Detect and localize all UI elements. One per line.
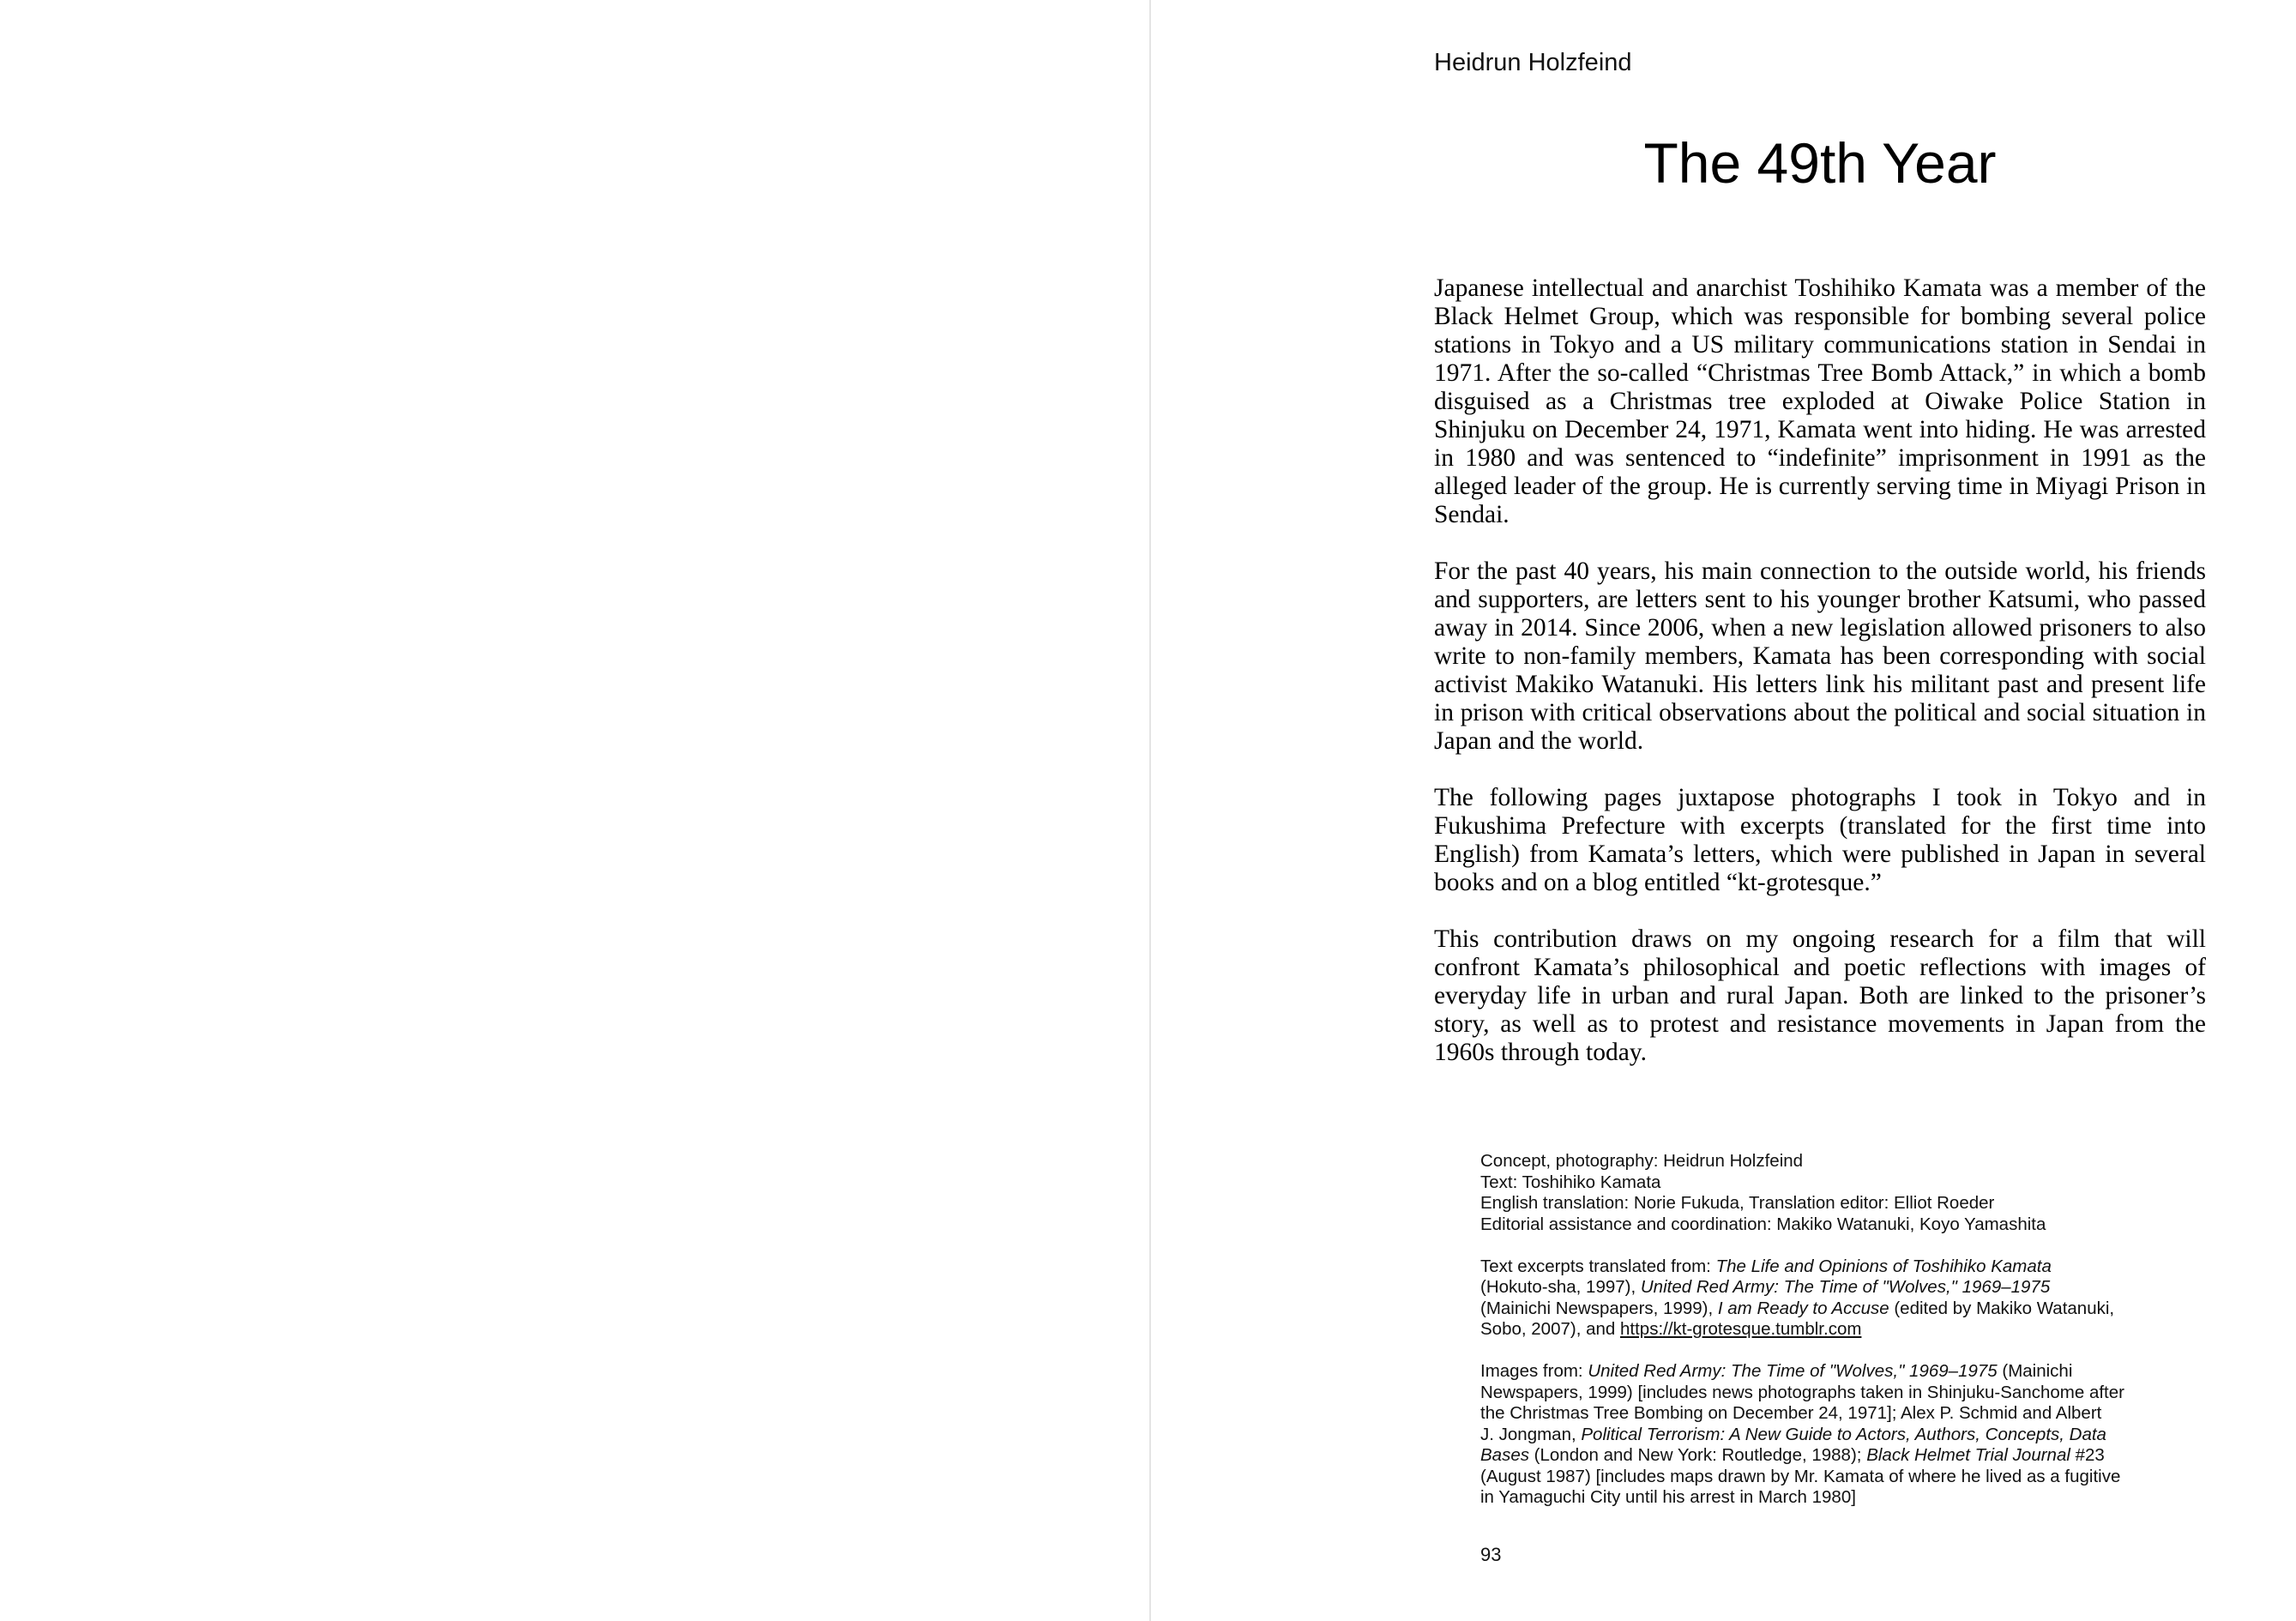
blog-link[interactable]: https://kt-grotesque.tumblr.com	[1620, 1319, 1862, 1339]
images-line	[1480, 1445, 2184, 1467]
images-text: (London and New York: Routledge, 1988);	[1528, 1445, 1867, 1465]
images-line: in Yamaguchi City until his arrest in March 1980]	[1480, 1487, 1856, 1507]
credits-text-excerpts	[1480, 1256, 2184, 1341]
book-title: The Life and Opinions of Toshihiko Kamata	[1715, 1256, 2052, 1276]
excerpts-text: Sobo, 2007), and	[1480, 1319, 1620, 1339]
credit-translation: English translation: Norie Fukuda, Translation editor: Elliot Roeder	[1480, 1193, 1995, 1213]
body-paragraph: This contribution draws on my ongoing research for a film that will confront Kamata’s philosophical and poetic reflections with images of everyday life in urban and rural Japan. Both are linked to the prisoner’s story, as well as to protest and resistance movements in Japan from the 1960s through today.	[1434, 925, 2206, 1066]
images-text: J. Jongman,	[1480, 1424, 1582, 1444]
excerpts-text: Text excerpts translated from:	[1480, 1256, 1716, 1276]
book-title: I am Ready to Accuse	[1717, 1298, 1889, 1318]
credits-contributors	[1480, 1151, 2184, 1235]
body-paragraph: For the past 40 years, his main connection to the outside world, his friends and supporters, are letters sent to his younger brother Katsumi, who passed away in 2014. Since 2006, when a new legislation allowed prisoners to also write to non-family members, Kamata has been corresponding with social activist Makiko Watanuki. His letters link his militant past and present life in prison with critical observations about the political and social situation in Japan and the world.	[1434, 557, 2206, 755]
images-text: Images from:	[1480, 1361, 1588, 1381]
images-line: Newspapers, 1999) [includes news photographs taken in Shinjuku-Sanchome after	[1480, 1382, 2124, 1402]
images-line	[1480, 1361, 2184, 1383]
excerpts-line	[1480, 1277, 2184, 1299]
article-body	[1434, 274, 2206, 1095]
journal-title: Black Helmet Trial Journal	[1866, 1445, 2070, 1465]
images-line: (August 1987) [includes maps drawn by Mr. Kamata of where he lived as a fugitive	[1480, 1466, 2121, 1486]
images-line: the Christmas Tree Bombing on December 24, 1971]; Alex P. Schmid and Albert	[1480, 1403, 2102, 1423]
credits-images	[1480, 1361, 2184, 1509]
excerpts-line	[1480, 1299, 2184, 1320]
excerpts-text: (edited by Makiko Watanuki,	[1889, 1298, 2115, 1318]
book-title: Bases	[1480, 1445, 1529, 1465]
body-paragraph: The following pages juxtapose photographs I took in Tokyo and in Fukushima Prefecture with excerpts (translated for the first time into English) from Kamata’s letters, which were published in Japan in several books and on a blog entitled “kt-grotesque.”	[1434, 784, 2206, 896]
excerpts-text: (Mainichi Newspapers, 1999),	[1480, 1298, 1718, 1318]
excerpts-text: (Hokuto-sha, 1997),	[1480, 1277, 1641, 1297]
book-title: United Red Army: The Time of "Wolves," 1969–1975	[1588, 1361, 1998, 1381]
images-text: (Mainichi	[1997, 1361, 2073, 1381]
author-name: Heidrun Holzfeind	[1434, 49, 1632, 76]
right-page	[1151, 0, 2296, 1621]
book-title: Political Terrorism: A New Guide to Actors, Authors, Concepts, Data	[1581, 1424, 2106, 1444]
credit-concept: Concept, photography: Heidrun Holzfeind	[1480, 1151, 1804, 1171]
credit-text: Text: Toshihiko Kamata	[1480, 1172, 1661, 1192]
excerpts-line	[1480, 1319, 2184, 1341]
body-paragraph: Japanese intellectual and anarchist Toshihiko Kamata was a member of the Black Helmet Group, which was responsible for bombing several police stations in Tokyo and a US military communications station in Sendai in 1971. After the so-called “Christmas Tree Bomb Attack,” in which a bomb disguised as a Christmas tree exploded at Oiwake Police Station in Shinjuku on December 24, 1971, Kamata went into hiding. He was arrested in 1980 and was sentenced to “indefinite” imprisonment in 1991 as the alleged leader of the group. He is currently serving time in Miyagi Prison in Sendai.	[1434, 274, 2206, 528]
images-line	[1480, 1425, 2184, 1446]
excerpts-line	[1480, 1256, 2184, 1278]
images-text: #23	[2070, 1445, 2105, 1465]
book-title: United Red Army: The Time of "Wolves," 1969–1975	[1640, 1277, 2051, 1297]
credit-editorial: Editorial assistance and coordination: Makiko Watanuki, Koyo Yamashita	[1480, 1214, 2046, 1234]
article-title: The 49th Year	[1643, 131, 1997, 195]
credits-block	[1480, 1151, 2184, 1529]
page-number: 93	[1480, 1544, 1502, 1565]
